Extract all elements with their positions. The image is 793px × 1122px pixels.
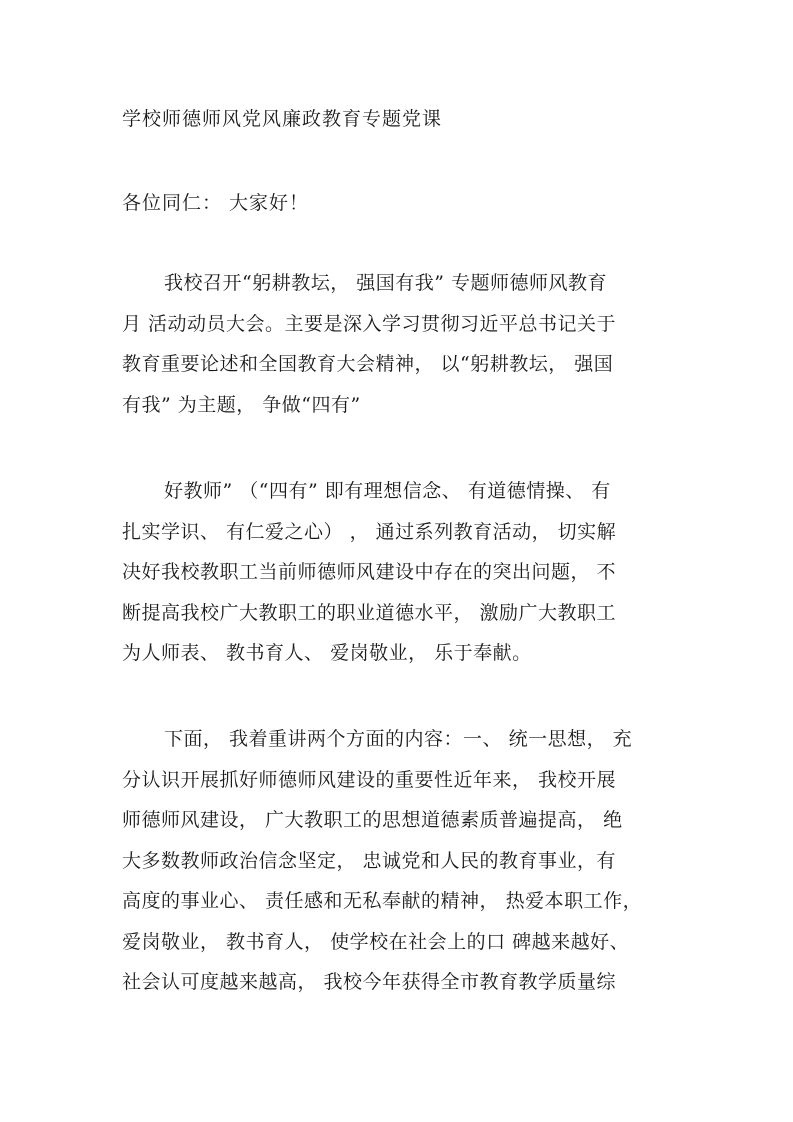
paragraph-line: 高度的事业心、 责任感和无私奉献的精神， 热爱本职工作， <box>122 890 643 912</box>
paragraph-line: 月 活动动员大会。主要是深入学习贯彻习近平总书记关于 <box>122 312 617 335</box>
paragraph-3 <box>122 719 674 1003</box>
paragraph-line: 下面， 我着重讲两个方面的内容：一、 统一思想， 充 <box>164 728 633 750</box>
paragraph-2 <box>122 471 674 674</box>
paragraph-line: 我校召开“躬耕教坛， 强国有我” 专题师德师风教育 <box>164 272 608 294</box>
greeting-line: 各位同仁： 大家好！ <box>122 192 310 214</box>
paragraph-1 <box>122 263 674 425</box>
paragraph-line: 好教师” （“四有” 即有理想信念、 有道德情操、 有 <box>164 480 611 502</box>
paragraph-line: 断提高我校广大教职工的职业道德水平， 激励广大教职工 <box>122 601 617 624</box>
paragraph-line: 有我” 为主题， 争做“四有” <box>122 393 361 416</box>
paragraph-line: 社会认可度越来越高， 我校今年获得全市教育教学质量综 <box>122 971 617 993</box>
paragraph-line: 为人师表、 教书育人、 爱岗敬业， 乐于奉献。 <box>122 642 532 664</box>
paragraph-line: 爱岗敬业， 教书育人， 使学校在社会上的口 碑越来越好、 <box>122 930 630 953</box>
paragraph-line: 分认识开展抓好师德师风建设的重要性近年来， 我校开展 <box>122 768 617 791</box>
paragraph-line: 扎实学识、 有仁爱之心） ， 通过系列教育活动， 切实解 <box>122 520 617 543</box>
paragraph-line: 大多数教师政治信念坚定， 忠诚党和人民的教育事业，有 <box>122 849 617 872</box>
paragraph-line: 教育重要论述和全国教育大会精神， 以“躬耕教坛， 强国 <box>122 353 614 375</box>
paragraph-line: 师德师风建设， 广大教职工的思想道德素质普遍提高， 绝 <box>122 809 623 831</box>
paragraph-line: 决好我校教职工当前师德师风建设中存在的突出问题， 不 <box>122 561 617 583</box>
document-title: 学校师德师风党风廉政教育专题党课 <box>122 108 443 130</box>
